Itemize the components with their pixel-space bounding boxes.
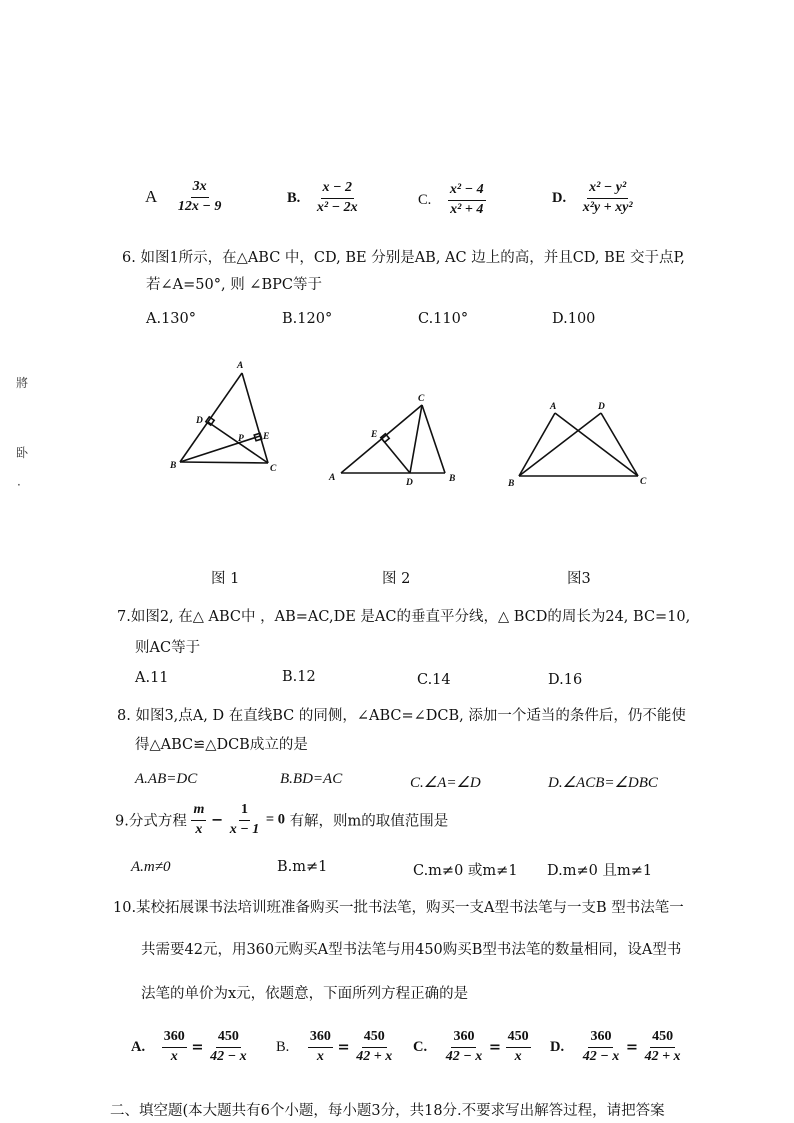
q9-fraction-1-over-x-minus-1: $\frac{1}{x - 1}$: [229, 802, 260, 837]
caption-figure-3: 图3: [567, 571, 591, 587]
q6-option-b: B.120°: [282, 311, 333, 327]
fig1-label-p: P: [238, 434, 244, 444]
q9-fraction-m-over-x: $\frac{m}{x}$: [193, 802, 205, 837]
fig1-label-c: C: [270, 464, 277, 474]
q10-option-d: D. $\frac{360}{42 - x}$ = $\frac{450}{42 + x}$: [550, 1029, 681, 1064]
fig2-label-d: D: [406, 478, 413, 488]
q7-line1: 7.如图2, 在△ ABC中 ，AB=AC,DE 是AC的垂直平分线，△ BCD的周长为24, BC=10,: [117, 609, 691, 625]
q8-line1: 8. 如图3,点A, D 在直线BC 的同侧，∠ABC=∠DCB, 添加一个适当的条件后，仍不能使: [117, 708, 686, 724]
figure-3: [503, 398, 653, 493]
fig2-label-c: C: [418, 394, 425, 404]
q8-option-a: A.AB=DC: [135, 771, 198, 787]
q7-line2: 则AC等于: [135, 640, 201, 656]
q9-option-b: B.m≠1: [277, 859, 328, 875]
figure-2-diagram: [325, 388, 465, 488]
q8-option-b: B.BD=AC: [280, 771, 343, 787]
q5-b-fraction: $\frac{x - 2}{\text{x² − 2x}}$: [316, 180, 358, 215]
fig1-label-a: A: [237, 361, 244, 371]
q9-option-d: D.m≠0 且m≠1: [547, 863, 653, 879]
q6-option-a: A.130°: [146, 311, 197, 327]
q7-option-a: A.11: [135, 670, 169, 686]
q6-line1: 6. 如图1所示，在△ABC 中，CD, BE 分别是AB, AC 边上的高，并且CD, BE 交于点P,: [122, 250, 685, 266]
q7-option-c: C.14: [417, 672, 451, 688]
figure-2: [325, 388, 465, 488]
q5-option-b: B. $\frac{x - 2}{\text{x² − 2x}}$: [287, 180, 358, 215]
q6-option-c: C.110°: [418, 311, 469, 327]
fig3-label-d: D: [598, 402, 605, 412]
fig2-label-e: E: [371, 430, 378, 440]
q7-option-b: B.12: [282, 669, 316, 685]
q5-option-d: D. $\frac{\text{x² − y²}}{\text{x²y + xy²}}$: [552, 180, 633, 215]
q7-option-d: D.16: [548, 672, 583, 688]
q5-option-a: A $\frac{3x}{12x - 9}$: [145, 179, 222, 214]
fig2-label-a: A: [329, 473, 336, 483]
margin-mark-2: 卧: [16, 446, 29, 460]
q8-option-c: C.∠A=∠D: [410, 775, 481, 791]
q5-c-fraction: $\frac{\text{x² − 4}}{\text{x² + 4}}$: [449, 182, 484, 217]
q9-statement: 9.分式方程 $\frac{m}{x}$ − $\frac{1}{x - 1}$ = 0 有解，则m的取值范围是: [115, 802, 449, 837]
q9-option-c: C.m≠0 或m≠1: [413, 863, 518, 879]
q6-option-d: D.100: [552, 311, 596, 327]
margin-mark-3: ·: [17, 478, 21, 492]
q8-option-d: D.∠ACB=∠DBC: [548, 775, 658, 791]
fig1-label-d: D: [196, 416, 203, 426]
q9-option-a: A.m≠0: [131, 859, 171, 875]
q8-line2: 得△ABC≌△DCB成立的是: [135, 737, 308, 753]
caption-figure-1: 图 1: [211, 571, 240, 587]
q6-line2: 若∠A=50°, 则 ∠BPC等于: [146, 277, 322, 293]
figure-1: [160, 355, 300, 475]
margin-mark-1: 將: [16, 376, 29, 390]
q5-a-fraction: $\frac{3x}{12x - 9}$: [177, 179, 222, 214]
q10-option-b: B. $\frac{360}{x}$ = $\frac{450}{42 + x}$: [276, 1029, 393, 1064]
fig1-label-b: B: [170, 461, 177, 471]
fig3-label-c: C: [640, 477, 647, 487]
fig3-label-b: B: [508, 479, 515, 489]
fig2-label-b: B: [449, 474, 456, 484]
q5-d-fraction: $\frac{\text{x² − y²}}{\text{x²y + xy²}}$: [582, 180, 633, 215]
fig1-label-e: E: [263, 432, 270, 442]
q10-option-c: C. $\frac{360}{42 - x}$ = $\frac{450}{x}$: [413, 1029, 529, 1064]
section-2-heading: 二、填空题(本大题共有6个小题，每小题3分，共18分.不要求写出解答过程，请把答案: [110, 1103, 665, 1119]
fig3-label-a: A: [550, 402, 557, 412]
q5-option-c: C. $\frac{\text{x² − 4}}{\text{x² + 4}}$: [418, 182, 484, 217]
figure-3-diagram: [503, 398, 653, 493]
q10-line2: 共需要42元，用360元购买A型书法笔与用450购买B型书法笔的数量相同，设A型书: [141, 942, 682, 958]
q10-line1: 10.某校拓展课书法培训班准备购买一批书法笔，购买一支A型书法笔与一支B 型书法笔一: [113, 900, 684, 916]
figure-1-diagram: [160, 355, 300, 475]
q10-option-a: A. $\frac{360}{x}$ = $\frac{450}{42 - x}$: [131, 1029, 247, 1064]
caption-figure-2: 图 2: [382, 571, 411, 587]
q10-line3: 法笔的单价为x元，依题意，下面所列方程正确的是: [141, 986, 469, 1002]
